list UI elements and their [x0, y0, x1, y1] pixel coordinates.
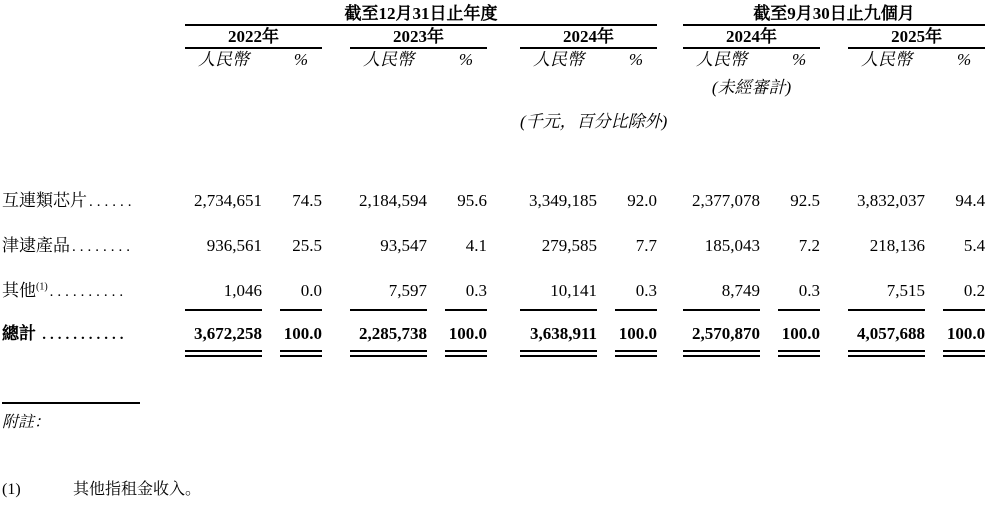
col-header-pct: % — [956, 50, 972, 69]
dot-leader: ...... — [89, 194, 136, 210]
cell-value: 2,734,651 — [194, 191, 262, 210]
unaudited-note: (未經審計) — [711, 78, 792, 97]
cell-value: 2,377,078 — [692, 191, 761, 210]
cell-percent: 25.5 — [292, 236, 322, 255]
cell-value: 93,547 — [380, 236, 427, 255]
cell-value: 3,349,185 — [529, 191, 597, 210]
year-header-2025-9m: 2025年 — [848, 25, 985, 48]
cell-percent: 7.7 — [635, 236, 658, 255]
col-header-pct: % — [791, 50, 807, 69]
year-header-2024: 2024年 — [520, 25, 657, 48]
footnote-text: 其他指租金收入。 — [73, 481, 202, 498]
cell-value: 7,515 — [848, 258, 925, 310]
cell-percent: 100.0 — [615, 310, 657, 354]
cell-value: 185,043 — [704, 236, 761, 255]
year-header-row — [2, 25, 985, 48]
cell-value: 3,672,258 — [185, 310, 262, 354]
section-header-nine-months: 截至9月30日止九個月 — [683, 3, 985, 25]
cell-value: 10,141 — [520, 258, 597, 310]
table-row-others — [2, 258, 985, 310]
cell-percent: 100.0 — [445, 310, 487, 354]
cell-value: 1,046 — [185, 258, 262, 310]
unaudited-note-row — [2, 70, 985, 98]
cell-percent: 100.0 — [280, 310, 322, 354]
cell-percent: 92.0 — [627, 191, 658, 210]
revenue-breakdown-table — [2, 3, 985, 357]
cell-percent: 94.4 — [955, 191, 986, 210]
column-header-row — [2, 48, 985, 70]
cell-percent: 5.4 — [963, 236, 986, 255]
cell-percent: 4.1 — [465, 236, 487, 255]
row-label: 津逮產品 — [2, 236, 70, 255]
cell-percent: 0.3 — [615, 258, 657, 310]
section-header-annual: 截至12月31日止年度 — [185, 3, 657, 25]
cell-value: 2,184,594 — [359, 191, 427, 210]
cell-value: 936,561 — [206, 236, 262, 255]
dot-leader: ........... — [42, 327, 128, 343]
year-header-2022: 2022年 — [185, 25, 322, 48]
cell-value: 3,832,037 — [857, 191, 926, 210]
unit-note-row — [2, 98, 985, 132]
col-header-rmb: 人民幣 — [363, 50, 414, 69]
col-header-rmb: 人民幣 — [198, 50, 249, 69]
cell-value: 8,749 — [683, 258, 760, 310]
footnote-item — [2, 479, 1000, 500]
col-header-rmb: 人民幣 — [696, 50, 748, 69]
cell-percent: 74.5 — [292, 191, 322, 210]
cell-percent: 0.3 — [778, 258, 820, 310]
cell-percent: 0.2 — [943, 258, 985, 310]
dot-leader: ........ — [72, 239, 134, 255]
cell-percent: 92.5 — [790, 191, 821, 210]
cell-percent: 100.0 — [943, 310, 985, 354]
cell-value: 4,057,688 — [848, 310, 925, 354]
cell-percent: 0.0 — [280, 258, 322, 310]
cell-percent: 0.3 — [445, 258, 487, 310]
row-label: 其他 — [2, 281, 36, 300]
row-label: 總計 — [2, 324, 36, 343]
cell-value: 218,136 — [869, 236, 926, 255]
footnote-separator-line — [2, 402, 140, 404]
table-row-interconnect-chips — [2, 168, 985, 213]
col-header-rmb: 人民幣 — [861, 50, 913, 69]
footnote-header: 附註： — [2, 414, 51, 431]
spacer-row — [2, 132, 985, 168]
table-row-jintide-products — [2, 213, 985, 258]
row-label-sup: (1) — [36, 281, 48, 293]
col-header-pct: % — [628, 50, 644, 69]
cell-value: 2,570,870 — [683, 310, 760, 354]
cell-percent: 100.0 — [778, 310, 820, 354]
cell-value: 7,597 — [350, 258, 427, 310]
year-header-2024-9m: 2024年 — [683, 25, 820, 48]
unit-note: (千元，百分比除外) — [520, 112, 668, 131]
dot-leader: .......... — [49, 284, 128, 300]
cell-percent: 95.6 — [457, 191, 487, 210]
section-header-row — [2, 3, 985, 25]
col-header-pct: % — [458, 50, 474, 69]
row-label: 互連類芯片 — [2, 191, 87, 210]
cell-value: 279,585 — [541, 236, 597, 255]
table-row-total — [2, 310, 985, 354]
col-header-pct: % — [293, 50, 309, 69]
cell-value: 2,285,738 — [350, 310, 427, 354]
footnote-marker: (1) — [2, 481, 21, 498]
year-header-2023: 2023年 — [350, 25, 487, 48]
cell-percent: 7.2 — [798, 236, 821, 255]
col-header-rmb: 人民幣 — [533, 50, 584, 69]
cell-value: 3,638,911 — [520, 310, 597, 354]
